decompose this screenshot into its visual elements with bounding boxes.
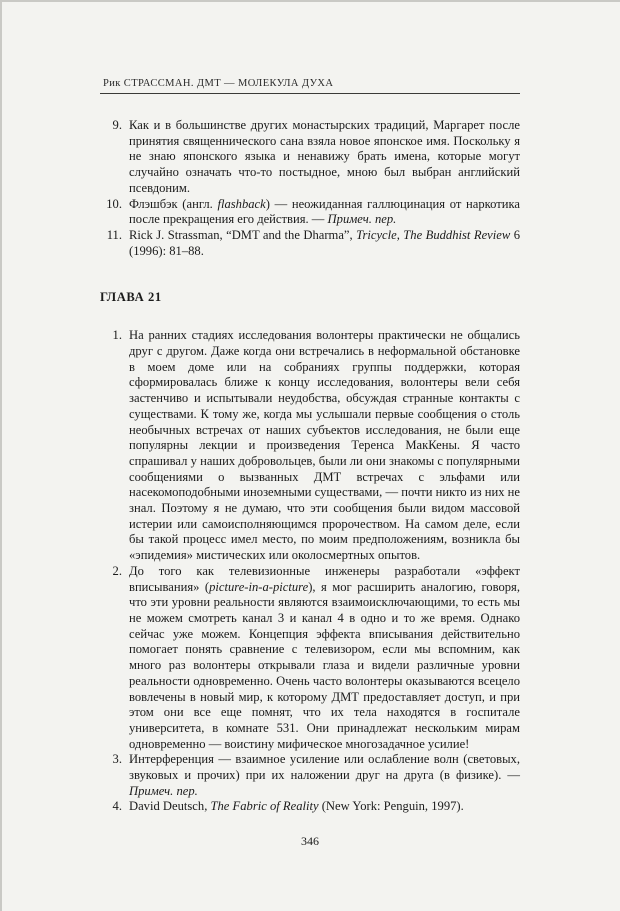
endnotes-top-list (100, 118, 520, 259)
note-text: David Deutsch, The Fabric of Reality (New York: Penguin, 1997). (129, 799, 464, 814)
chapter-heading: ГЛАВА 21 (100, 290, 162, 305)
note-text: Rick J. Strassman, “DMT and the Dharma”, Tricycle, The Buddhist Review 6 (1996): 81–88. (129, 227, 520, 258)
note-item (100, 197, 520, 228)
note-item (100, 228, 520, 259)
note-number: 3. (112, 752, 122, 767)
note-text: До того как телевизионные инженеры разработали «эффект вписывания» (picture-in-a-picture), я мог расширить аналогию, говоря, что эти уровни реальности являются взаимоисключающими, то есть мы не можем смотреть канал 3 и канал 4 в одно и то же время. Однако сейчас уже можем. Концепция эффекта вписывания действительно помогает понять сравнение с телевизором, если мы вспомним, как много раз волонтеры открывали глаза и видели различные уровни реальности одновременно. Очень часто волонтеры оказываются всецело вовлечены в новый мир, к которому ДМТ предоставляет доступ, и при этом они все еще помнят, что их тела находятся в госпитале университета, в комнате 531. Они принадлежат нескольким мирам одновременно — воистину мифическое многозадачное усилие! (129, 563, 520, 751)
header-rule (100, 93, 520, 94)
note-text: Флэшбэк (англ. flashback) — неожиданная галлюцинация от наркотика после прекращения его действия. — Примеч. пер. (129, 196, 520, 227)
note-item (100, 799, 520, 815)
endnotes-chapter-list (100, 328, 520, 815)
note-item (100, 752, 520, 799)
note-item (100, 564, 520, 752)
running-header: Рик СТРАССМАН. ДМТ — МОЛЕКУЛА ДУХА (103, 78, 334, 89)
note-item (100, 328, 520, 564)
note-number: 9. (112, 118, 122, 132)
note-text: На ранних стадиях исследования волонтеры практически не общались друг с другом. Даже когда они встречались в неформальной обстановке в моем доме или на собраниях группы поддержки, которая сформировалась ближе к концу исследования, волонтеры вели себя застенчиво и испытывали неудобства, обсуждая странные контакты с существами. К тому же, когда мы услышали первые сообщения о столь необычных встречах от наших субъектов исследования, не были еще популярны лекции и произведения Теренса МакКены. Я часто спрашивал у наших добровольцев, были ли они знакомы с популярными сообщениями о вызванных ДМТ встречах с эльфами или насекомоподобными иноземными существами, — почти никто из них не знал. Поэтому я не думаю, что эти сообщения были видом массовой истерии или самоисполняющимся пророчеством. На самом деле, если бы такой процесс имел место, по моим предположениям, возникла бы «эпидемия» мистических или околосмертных опытов. (129, 328, 520, 563)
note-number: 2. (112, 563, 122, 578)
note-number: 10. (106, 196, 122, 211)
note-number: 1. (112, 328, 122, 343)
note-number: 11. (106, 227, 122, 242)
note-number: 4. (112, 799, 122, 814)
note-text: Как и в большинстве других монастырских традиций, Маргарет после принятия священнического сана взяла новое японское имя. Поскольку я не знаю японского языка и ненавижу брать имена, которые могут случайно означать что-то постыдное, мною был выбран английский псевдоним. (129, 118, 520, 195)
note-item (100, 118, 520, 197)
page-number: 346 (301, 834, 319, 848)
note-text: Интерференция — взаимное усиление или ослабление волн (световых, звуковых и прочих) при их наложении друг на друга (в физике). — Примеч. пер. (129, 752, 520, 798)
